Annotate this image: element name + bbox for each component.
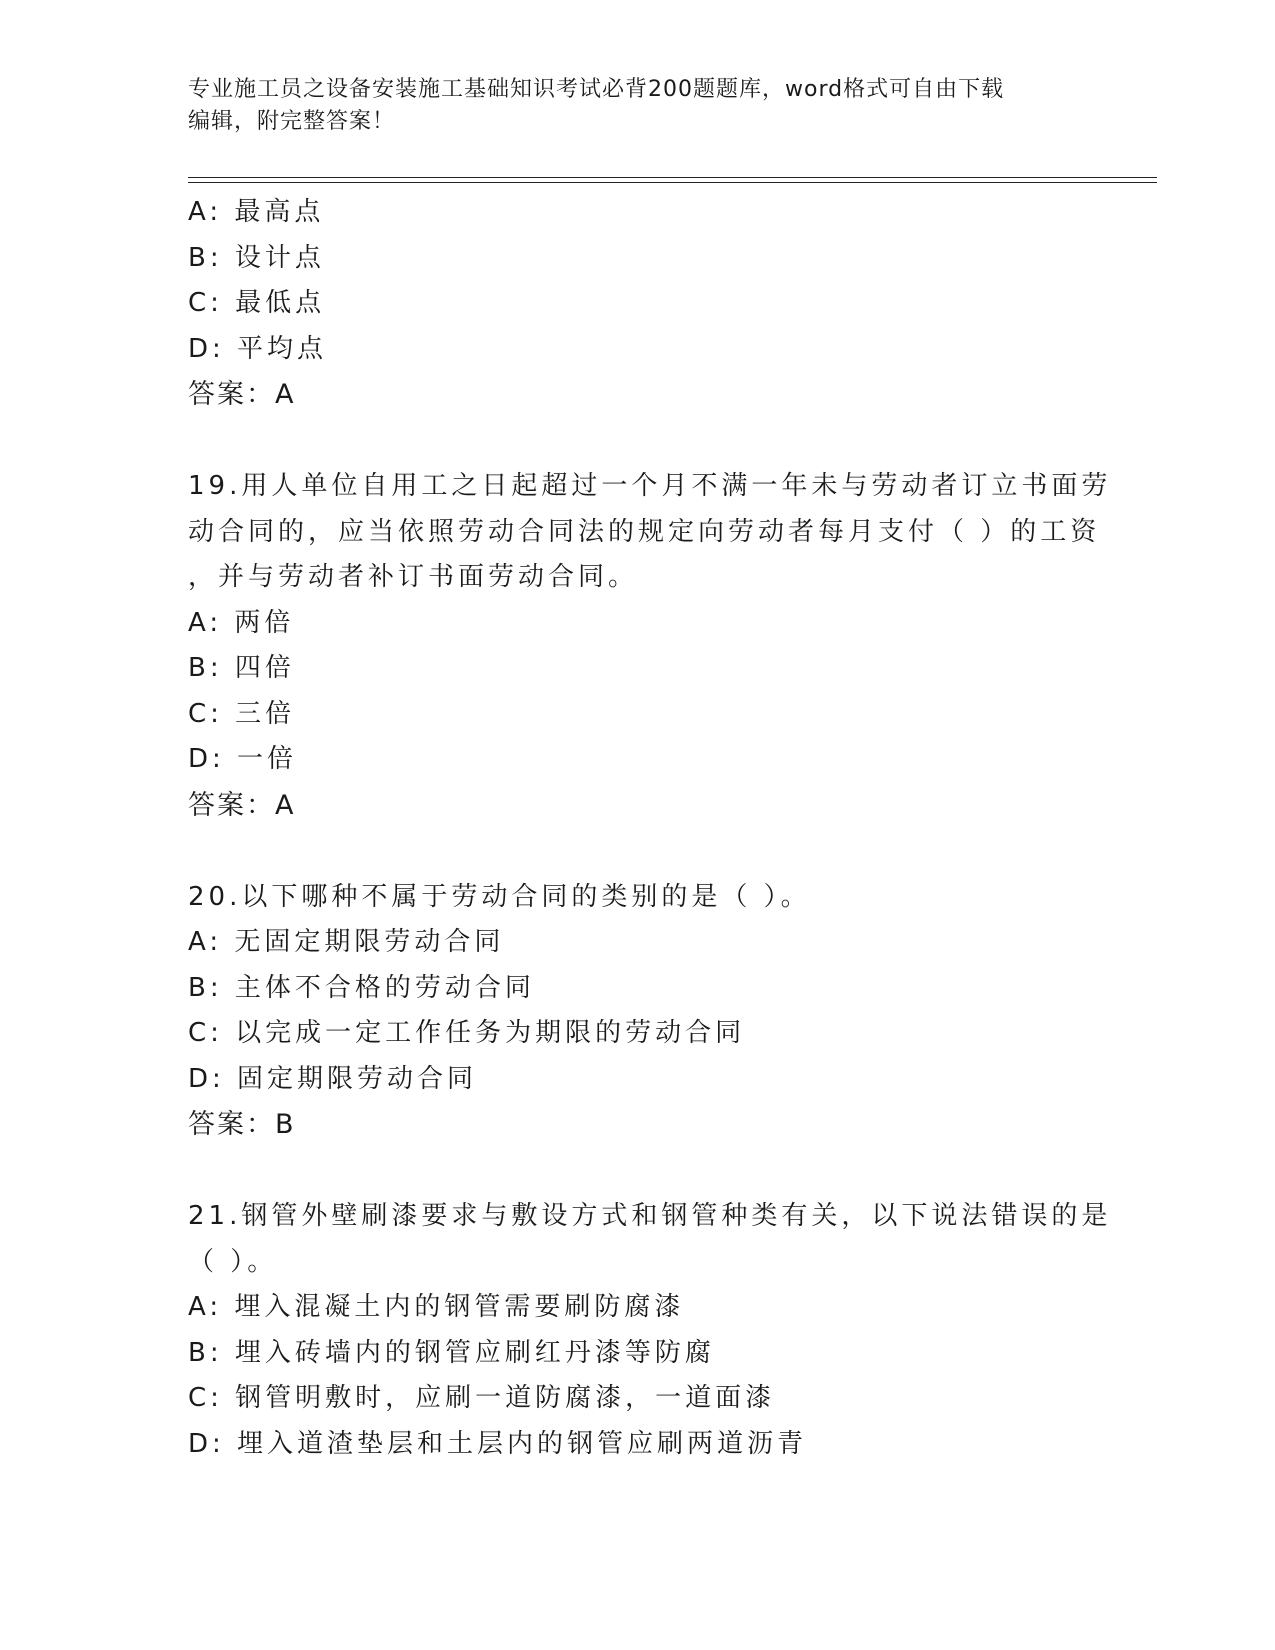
header-rule-bottom: [188, 182, 1157, 183]
question-list: [188, 190, 1112, 1467]
spacer: [188, 1148, 1088, 1194]
spacer: [188, 829, 1088, 875]
question-19: [188, 464, 1112, 829]
option-b: B: 设计点: [188, 242, 325, 273]
question-stem: [188, 464, 1112, 601]
stem-line-2: （ ）。: [188, 1246, 278, 1277]
header-line-1: 专业施工员之设备安装施工基础知识考试必背200题题库，word格式可自由下载: [188, 77, 1005, 102]
question-20: [188, 875, 1088, 1149]
option-c: C: 以完成一定工作任务为期限的劳动合同: [188, 1018, 746, 1048]
question-21: [188, 1194, 1112, 1467]
answer-line: 答案：A: [188, 379, 296, 410]
question-stem: [188, 875, 1088, 921]
option-b: B: 四倍: [188, 653, 295, 683]
option-d: D: 固定期限劳动合同: [188, 1063, 478, 1094]
question-18: [188, 190, 1088, 418]
option-d: D: 平均点: [188, 333, 328, 364]
stem-line-1: 20.以下哪种不属于劳动合同的类别的是（ ）。: [188, 881, 811, 912]
option-c: C: 最低点: [188, 288, 326, 318]
stem-line-3: ，并与劳动者补订书面劳动合同。: [188, 562, 639, 592]
option-c: C: 钢管明敷时，应刷一道防腐漆，一道面漆: [188, 1383, 776, 1413]
option-c: C: 三倍: [188, 698, 296, 729]
stem-line-2: 动合同的，应当依照劳动合同法的规定向劳动者每月支付（ ）的工资: [188, 516, 1101, 547]
answer-line: 答案：B: [188, 1109, 296, 1140]
option-a: A: 无固定期限劳动合同: [188, 927, 505, 957]
option-a: A: 最高点: [188, 197, 325, 227]
spacer: [188, 418, 1088, 464]
header-rule-top: [188, 177, 1157, 178]
stem-line-1: 21.钢管外壁刷漆要求与敷设方式和钢管种类有关，以下说法错误的是: [188, 1201, 1112, 1231]
stem-line-1: 19.用人单位自用工之日起超过一个月不满一年未与劳动者订立书面劳: [188, 471, 1112, 501]
header-line-2: 编辑，附完整答案！: [188, 109, 396, 134]
option-b: B: 主体不合格的劳动合同: [188, 972, 535, 1003]
option-b: B: 埋入砖墙内的钢管应刷红丹漆等防腐: [188, 1337, 715, 1368]
option-a: A: 埋入混凝土内的钢管需要刷防腐漆: [188, 1292, 685, 1322]
answer-line: 答案：A: [188, 789, 296, 821]
option-d: D: 一倍: [188, 744, 298, 774]
option-d: D: 埋入道渣垫层和土层内的钢管应刷两道沥青: [188, 1428, 808, 1459]
question-stem: [188, 1194, 1112, 1285]
document-header: [188, 74, 1068, 138]
option-a: A: 两倍: [188, 607, 295, 638]
